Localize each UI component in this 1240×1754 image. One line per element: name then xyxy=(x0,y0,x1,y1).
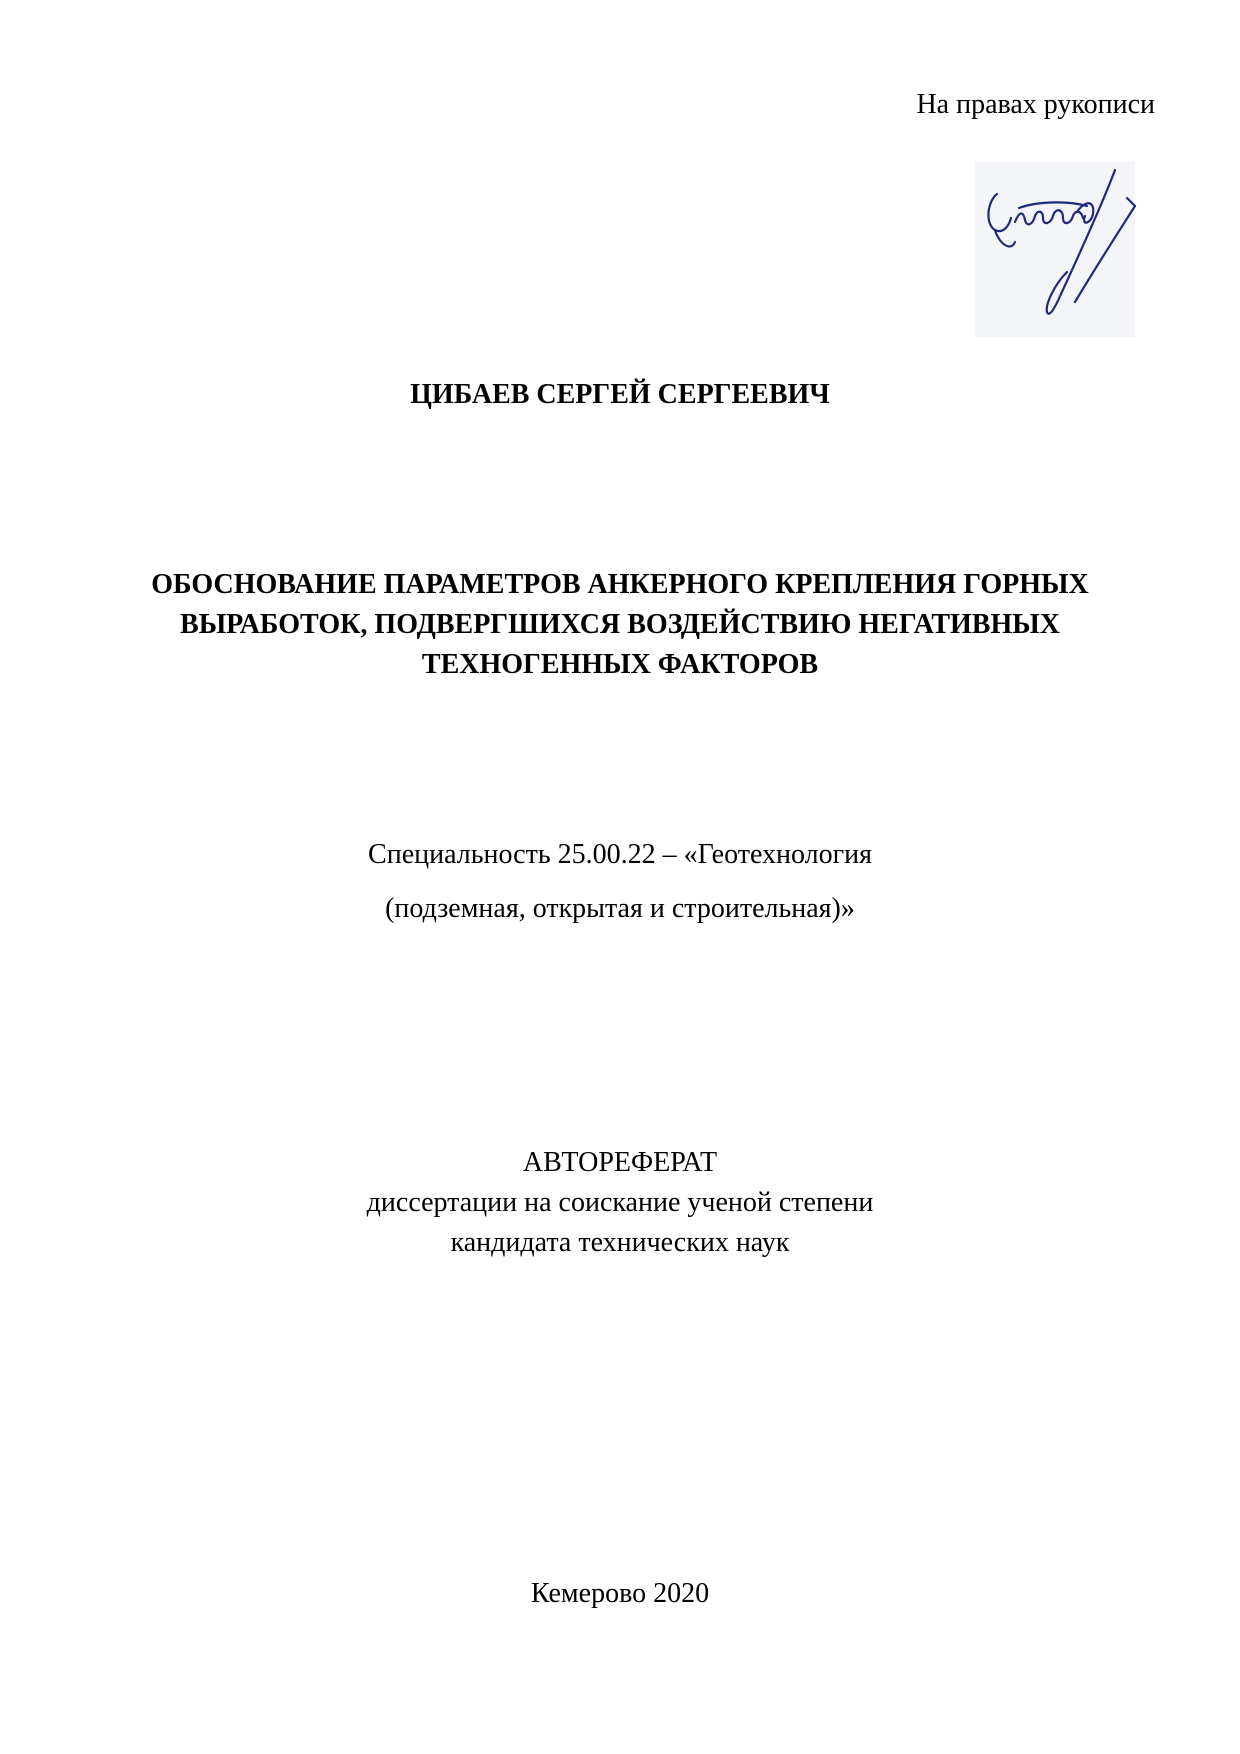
author-signature xyxy=(975,162,1145,337)
degree-line: диссертации на соискание ученой степени xyxy=(366,1187,874,1218)
thesis-title xyxy=(0,565,1240,685)
title-line: ВЫРАБОТОК, ПОДВЕРГШИХСЯ ВОЗДЕЙСТВИЮ НЕГАТИВНЫХ xyxy=(180,609,1060,640)
city-year: Кемерово 2020 xyxy=(530,1578,710,1609)
title-line: ОБОСНОВАНИЕ ПАРАМЕТРОВ АНКЕРНОГО КРЕПЛЕНИЯ ГОРНЫХ xyxy=(151,569,1089,600)
document-type-block xyxy=(0,1143,1240,1263)
manuscript-note: На правах рукописи xyxy=(916,89,1155,120)
document-type-heading: АВТОРЕФЕРАТ xyxy=(522,1147,718,1178)
signature-ink xyxy=(975,162,1145,337)
specialty-block xyxy=(0,838,1240,946)
title-line: ТЕХНОГЕННЫХ ФАКТОРОВ xyxy=(421,649,819,680)
specialty-line: (подземная, открытая и строительная)» xyxy=(385,893,855,924)
author-name: ЦИБАЕВ СЕРГЕЙ СЕРГЕЕВИЧ xyxy=(410,379,830,410)
specialty-line: Специальность 25.00.22 – «Геотехнология xyxy=(368,839,872,870)
degree-line: кандидата технических наук xyxy=(450,1227,790,1258)
